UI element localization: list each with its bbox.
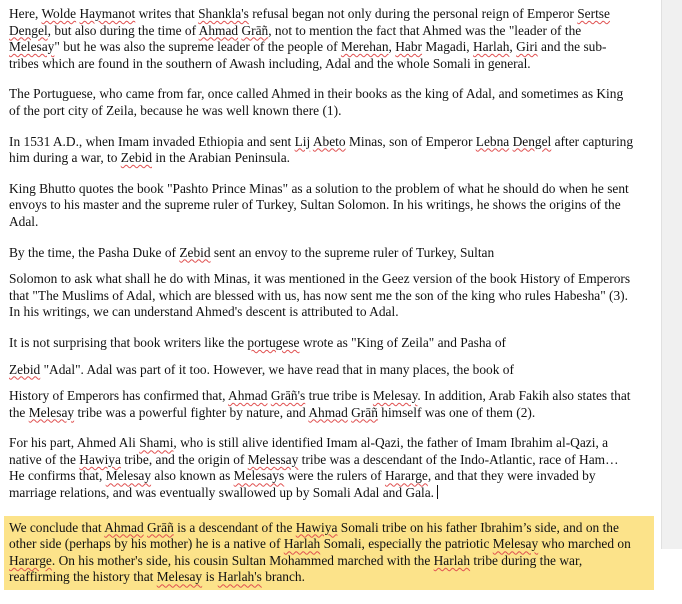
vertical-scrollbar[interactable] bbox=[661, 0, 682, 549]
spellcheck-flagged-word[interactable]: Harlah's bbox=[217, 569, 262, 585]
text-line: We conclude that Ahmad Grāñ is a descendant of the Hawiya Somali tribe on his father Ibrahim’s side, and on the bbox=[9, 519, 619, 535]
text-line: the Melesay tribe was a powerful fighter by nature, and Ahmad Grāñ himself was one of them (2). bbox=[9, 404, 536, 420]
spellcheck-flagged-word[interactable]: Grāñ's bbox=[270, 388, 306, 404]
paragraph-9 bbox=[9, 388, 649, 421]
text-line: marriage relations, and was eventually swallowed up by Somali Adal and Gala. bbox=[9, 485, 435, 501]
spellcheck-flagged-word[interactable]: Ahmad bbox=[104, 519, 144, 535]
text-line: Dengel, but also during the time of Ahmad Grāñ, not to mention the fact that Ahmed was the "leader of the bbox=[9, 22, 582, 38]
spellcheck-flagged-word[interactable]: Haymanot bbox=[79, 6, 136, 21]
spellcheck-flagged-word[interactable]: Lebna bbox=[475, 133, 510, 149]
spellcheck-flagged-word[interactable]: Wolde bbox=[41, 6, 77, 21]
spellcheck-flagged-word[interactable]: Dengel bbox=[9, 22, 48, 38]
spellcheck-flagged-word[interactable]: Ahmad bbox=[228, 388, 268, 404]
spellcheck-flagged-word[interactable]: Shankla's bbox=[198, 6, 249, 21]
spellcheck-flagged-word[interactable]: Melesay bbox=[156, 569, 203, 585]
text-line: Here, Wolde Haymanot writes that Shankla's refusal began not only during the personal reign of Emperor Sertse bbox=[9, 6, 610, 21]
paragraph-7 bbox=[9, 335, 649, 352]
document-body[interactable] bbox=[9, 6, 649, 604]
spellcheck-flagged-word[interactable]: Shami bbox=[139, 435, 174, 451]
text-line: him during a war, to Zebid in the Arabian Peninsula. bbox=[9, 150, 290, 166]
spellcheck-flagged-word[interactable]: Giri bbox=[516, 39, 538, 55]
text-line: By the time, the Pasha Duke of Zebid sent an envoy to the supreme ruler of Turkey, Sultan bbox=[9, 244, 495, 260]
spellcheck-flagged-word[interactable]: Harlah bbox=[433, 552, 471, 568]
spellcheck-flagged-word[interactable]: Harlah bbox=[283, 536, 321, 552]
text-line: History of Emperors has confirmed that, Ahmad Grāñ's true tribe is Melesay. In addition, Arab Fakih also states that bbox=[9, 388, 631, 404]
spellcheck-flagged-word[interactable]: Melesays bbox=[233, 468, 285, 484]
spellcheck-flagged-word[interactable]: Ahmad bbox=[308, 404, 348, 420]
spellcheck-flagged-word[interactable]: Hawiya bbox=[79, 451, 121, 467]
spellcheck-flagged-word[interactable]: Zebid bbox=[120, 150, 153, 166]
spellcheck-flagged-word[interactable]: Grāñ bbox=[241, 22, 269, 38]
spellcheck-flagged-word[interactable]: Ahmad bbox=[198, 22, 239, 38]
text-line: It is not surprising that book writers like the portugese wrote as "King of Zeila" and Pasha of bbox=[9, 334, 506, 350]
text-line: of the port city of Zeila, because he was well known there (1). bbox=[9, 102, 342, 118]
text-line: He confirms that, Melesay also known as Melesays were the rulers of Hararge, and that they were invaded by bbox=[9, 468, 596, 484]
spellcheck-flagged-word[interactable]: Zebid bbox=[179, 244, 211, 260]
spellcheck-flagged-word[interactable]: Hararge bbox=[9, 552, 52, 568]
spellcheck-flagged-word[interactable]: Harlah bbox=[472, 39, 510, 55]
spellcheck-flagged-word[interactable]: portugese bbox=[247, 334, 300, 350]
text-line: For his part, Ahmed Ali Shami, who is still alive identified Imam al-Qazi, the father of Imam Ibrahim al-Qazi, a bbox=[9, 435, 609, 451]
spellcheck-flagged-word[interactable]: Melesay bbox=[9, 39, 55, 55]
text-line: other side (perhaps by his mother) he is a native of Harlah Somali, especially the patriotic Melesay who marched on bbox=[9, 536, 631, 552]
spellcheck-flagged-word[interactable]: Habr bbox=[395, 39, 423, 55]
text-line: Hararge. On his mother's side, his cousin Sultan Mohammed marched with the Harlah tribe during the war, bbox=[9, 552, 583, 568]
spellcheck-flagged-word[interactable]: Melesay bbox=[105, 468, 152, 484]
paragraph-3 bbox=[9, 134, 649, 167]
spellcheck-flagged-word[interactable]: Lij bbox=[294, 133, 311, 149]
spellcheck-flagged-word[interactable]: Sertse bbox=[577, 6, 610, 21]
spellcheck-flagged-word[interactable]: Melesay bbox=[372, 388, 418, 404]
text-line: King Bhutto quotes the book "Pashto Prince Minas" as a solution to the problem of what he should do when he sent bbox=[9, 180, 629, 196]
text-line: Solomon to ask what shall he do with Minas, it was mentioned in the Geez version of the book History of Emperors bbox=[9, 271, 631, 287]
spellcheck-flagged-word[interactable]: Abeto bbox=[312, 133, 346, 149]
text-line: envoys to his master and the supreme ruler of Turkey, Sultan Solomon. In his writings, he shows the origins of the bbox=[9, 197, 621, 213]
spellcheck-flagged-word[interactable]: Melesay bbox=[28, 404, 75, 420]
paragraph-5 bbox=[9, 245, 649, 262]
text-line: reaffirming the history that Melesay is Harlah's branch. bbox=[9, 569, 305, 585]
text-cursor bbox=[437, 485, 438, 499]
spellcheck-flagged-word[interactable]: Melesay bbox=[492, 536, 539, 552]
spellcheck-flagged-word[interactable]: Hararge bbox=[384, 468, 428, 484]
spellcheck-flagged-word[interactable]: Melessay bbox=[247, 451, 299, 467]
paragraph-4 bbox=[9, 181, 649, 231]
spellcheck-flagged-word[interactable]: Grāñ bbox=[147, 519, 174, 535]
highlighted-paragraph bbox=[4, 516, 654, 590]
spellcheck-flagged-word[interactable]: Dengel bbox=[512, 133, 552, 149]
spellcheck-flagged-word[interactable]: Merehan bbox=[340, 39, 389, 55]
text-line: In 1531 A.D., when Imam invaded Ethiopia and sent Lij Abeto Minas, son of Emperor Lebna Dengel after capturing bbox=[9, 133, 634, 149]
paragraph-8 bbox=[9, 362, 649, 379]
text-line-with-caret bbox=[9, 485, 649, 502]
text-line: In his writings, we can understand Ahmed's descent is attributed to Adal. bbox=[9, 304, 399, 320]
paragraph-10 bbox=[9, 435, 649, 501]
text-line: Melesay" but he was also the supreme leader of the people of Merehan, Habr Magadi, Harlah, Giri and the sub- bbox=[9, 39, 607, 55]
text-line: tribes which are found in the southern of Awash including, Adal and the whole Somali in general. bbox=[9, 55, 531, 71]
paragraph-6 bbox=[9, 271, 649, 321]
text-line: The Portuguese, who came from far, once called Ahmed in their books as the king of Adal, and sometimes as King bbox=[9, 86, 624, 102]
spellcheck-flagged-word[interactable]: Hawiya bbox=[295, 519, 338, 535]
text-line: native of the Hawiya tribe, and the origin of Melessay tribe was a descendant of the Indo-Atlantic, race of Ham… bbox=[9, 451, 619, 467]
spellcheck-flagged-word[interactable]: Zebid bbox=[9, 361, 41, 377]
spellcheck-flagged-word[interactable]: Grāñ bbox=[351, 404, 378, 420]
text-line: Zebid "Adal". Adal was part of it too. However, we have read that in many places, the book of bbox=[9, 361, 514, 377]
paragraph-2 bbox=[9, 86, 649, 119]
paragraph-1 bbox=[9, 6, 649, 72]
text-line: that "The Muslims of Adal, which are blessed with us, has now sent me the son of the king who rules Habesha" (3). bbox=[9, 287, 628, 303]
text-line: Adal. bbox=[9, 213, 39, 229]
